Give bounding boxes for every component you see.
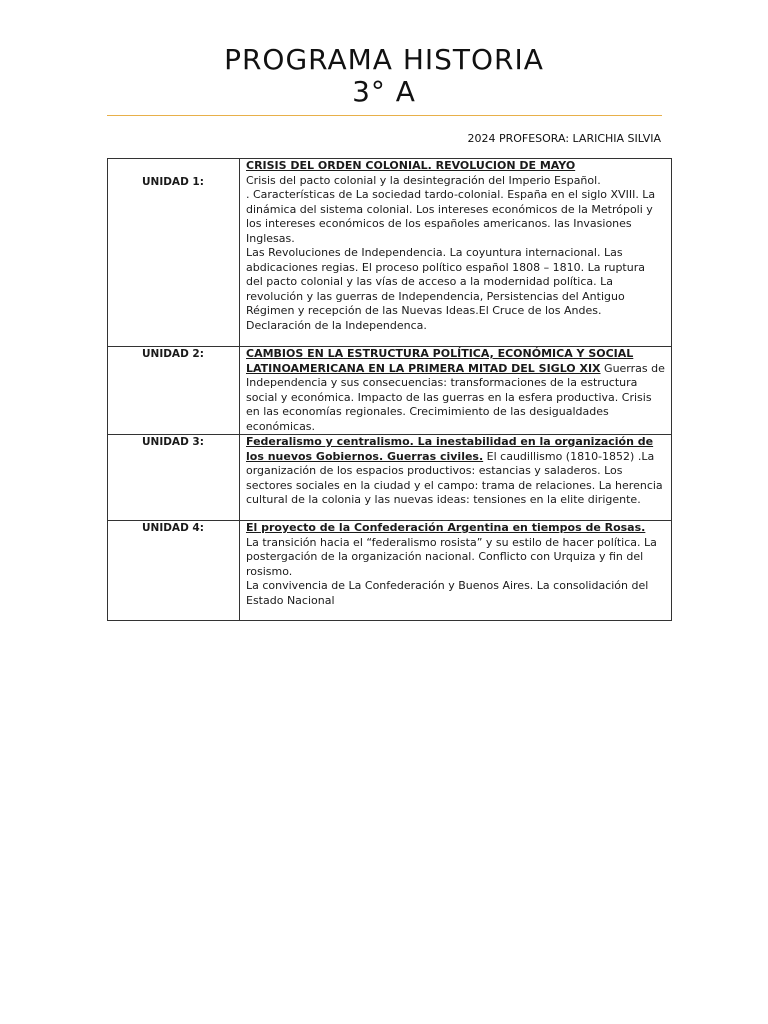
unit-paragraph: La convivencia de La Confederación y Buenos Aires. La consolidación del Estado Nacional [246,579,649,607]
title-line-1: PROGRAMA HISTORIA [224,43,544,76]
unit-label-cell [108,159,240,347]
unit-paragraph: Crisis del pacto colonial y la desintegración del Imperio Español. [246,173,601,187]
unit-label-cell [108,435,240,521]
unit-content-cell [240,159,672,347]
unit-label: UNIDAD 2: [142,348,204,360]
unit-lead-text: Guerras de Independencia y sus consecuencias: transformaciones de la estructura social y económica. Impacto de las guerras en la esfera productiva. Crisis en las economías regionales. Crecimimiento de las desigualdades económicas. [246,361,665,433]
unit-row [108,435,672,521]
unit-label: UNIDAD 3: [142,436,204,448]
unit-label: UNIDAD 4: [142,522,204,534]
unit-label: UNIDAD 1: [142,176,204,188]
unit-row [108,159,672,347]
title-line-2: 3° A [352,75,416,108]
unit-paragraph: . Características de La sociedad tardo-colonial. España en el siglo XVIII. La dinámica del sistema colonial. Los intereses económicos de la Metrópoli y los intereses económicos de los españoles americanos. las Invasiones Inglesas. [246,188,656,245]
document-title [0,44,768,108]
unit-heading: CAMBIOS EN LA ESTRUCTURA POLÍTICA, ECONÓMICA Y SOCIAL LATINOAMERICANA EN LA PRIMERA MITAD DEL SIGLO XIX [246,347,634,375]
unit-paragraph: La transición hacia el “federalismo rosista” y su estilo de hacer política. La postergación de la organización nacional. Conflicto con Urquiza y fin del rosismo. [246,535,657,578]
unit-content-cell [240,435,672,521]
unit-heading: CRISIS DEL ORDEN COLONIAL. REVOLUCION DE MAYO [246,159,576,172]
unit-label-cell [108,347,240,435]
unit-label-cell [108,521,240,621]
unit-row [108,347,672,435]
title-divider [107,115,662,116]
document-meta: 2024 PROFESORA: LARICHIA SILVIA [467,132,661,145]
unit-heading: El proyecto de la Confederación Argentina en tiempos de Rosas. [246,521,646,534]
unit-lead-text: El caudillismo (1810-1852) .La organización de los espacios productivos: estancias y saladeros. Los sectores sociales en la ciudad y el campo: trama de relaciones. La herencia cultural de la colonia y las nuevas ideas: tensiones en la elite dirigente. [246,449,663,506]
unit-row [108,521,672,621]
units-table [107,158,672,621]
unit-content-cell [240,521,672,621]
unit-paragraph: Las Revoluciones de Independencia. La coyuntura internacional. Las abdicaciones regias. El proceso político español 1808 – 1810. La ruptura del pacto colonial y las vías de acceso a la modernidad política. La revolución y las guerras de Independencia, Persistencias del Antiguo Régimen y recepción de las Nuevas Ideas.El Cruce de los Andes. Declaración de la Independenca. [246,246,645,332]
unit-heading: Federalismo y centralismo. La inestabilidad en la organización de los nuevos Gobiernos. Guerras civiles. [246,435,654,463]
unit-content-cell [240,347,672,435]
